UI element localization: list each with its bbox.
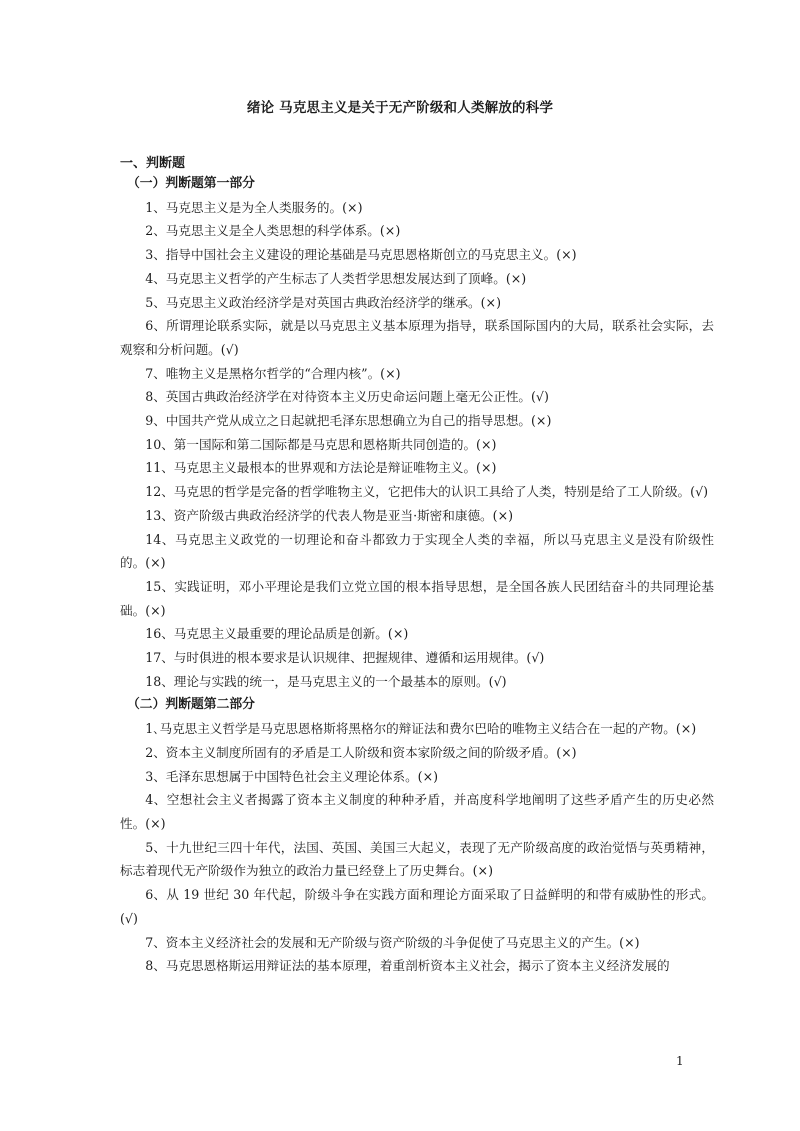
list-item: 3、指导中国社会主义建设的理论基础是马克思恩格斯创立的马克思主义。(×) <box>145 247 577 263</box>
list-item: 14、马克思主义政党的一切理论和奋斗都致力于实现全人类的幸福，所以马克思主义是没有阶级性的。(×) <box>120 531 714 571</box>
list-item: 16、马克思主义最重要的理论品质是创新。(×) <box>145 626 409 642</box>
list-item: 1、马克思主义是为全人类服务的。(×) <box>145 199 363 215</box>
list-item: 8、英国古典政治经济学在对待资本主义历史命运问题上毫无公正性。(√) <box>145 389 549 405</box>
list-item: 13、资产阶级古典政治经济学的代表人物是亚当·斯密和康德。(×) <box>145 507 514 523</box>
list-item: 2、马克思主义是全人类思想的科学体系。(×) <box>145 223 401 239</box>
document-title: 绪论 马克思主义是关于无产阶级和人类解放的科学 <box>246 100 554 116</box>
list-item: 6、从 19 世纪 30 年代起，阶级斗争在实践方面和理论方面采取了日益鲜明的和带有威胁性的形式。(√) <box>120 887 714 926</box>
list-item: 15、实践证明，邓小平理论是我们立党立国的根本指导思想，是全国各族人民团结奋斗的共同理论基础。(×) <box>120 578 714 618</box>
list-item: 4、马克思主义哲学的产生标志了人类哲学思想发展达到了顶峰。(×) <box>145 270 527 286</box>
part2-heading: （二）判断题第二部分 <box>127 697 255 713</box>
list-item: 7、资本主义经济社会的发展和无产阶级与资产阶级的斗争促使了马克思主义的产生。(×) <box>145 934 640 950</box>
part1-heading: （一）判断题第一部分 <box>127 176 255 191</box>
list-item: 12、马克思的哲学是完备的哲学唯物主义，它把伟大的认识工具给了人类，特别是给了工人阶级。(√) <box>145 484 709 500</box>
list-item: 11、马克思主义最根本的世界观和方法论是辩证唯物主义。(×) <box>145 460 497 476</box>
list-item: 8、马克思恩格斯运用辩证法的基本原理，着重剖析资本主义社会，揭示了资本主义经济发展的 <box>145 958 670 974</box>
list-item: 7、唯物主义是黑格尔哲学的“合理内核”。(×) <box>145 365 401 381</box>
list-item: 6、所谓理论联系实际，就是以马克思主义基本原理为指导，联系国际国内的大局，联系社会实际，去观察和分析问题。(√) <box>120 318 714 357</box>
list-item: 5、马克思主义政治经济学是对英国古典政治经济学的继承。(×) <box>145 294 502 310</box>
list-item: 10、第一国际和第二国际都是马克思和恩格斯共同创造的。(×) <box>145 436 497 452</box>
list-item: 3、毛泽东思想属于中国特色社会主义理论体系。(×) <box>145 768 439 784</box>
document-body <box>120 172 714 978</box>
page-number: 1 <box>676 1054 684 1068</box>
list-item: 1､马克思主义哲学是马克思恩格斯将黑格尔的辩证法和费尔巴哈的唯物主义结合在一起的产物。(×) <box>145 721 697 737</box>
list-item: 5、十九世纪三四十年代，法国、英国、美国三大起义，表现了无产阶级高度的政治觉悟与英勇精神，标志着现代无产阶级作为独立的政治力量已经登上了历史舞台。(×) <box>120 839 714 879</box>
list-item: 9、中国共产党从成立之日起就把毛泽东思想确立为自己的指导思想。(×) <box>145 413 552 429</box>
list-item: 4、空想社会主义者揭露了资本主义制度的种种矛盾，并高度科学地阐明了这些矛盾产生的历史必然性。(×) <box>120 792 714 831</box>
list-item: 2、资本主义制度所固有的矛盾是工人阶级和资本家阶级之间的阶级矛盾。(×) <box>145 744 577 760</box>
list-item: 17、与时俱进的根本要求是认识规律、把握规律、遵循和运用规律。(√) <box>145 650 545 666</box>
list-item: 18、理论与实践的统一，是马克思主义的一个最基本的原则。(√) <box>145 673 507 689</box>
section-heading: 一、判断题 <box>120 156 186 171</box>
